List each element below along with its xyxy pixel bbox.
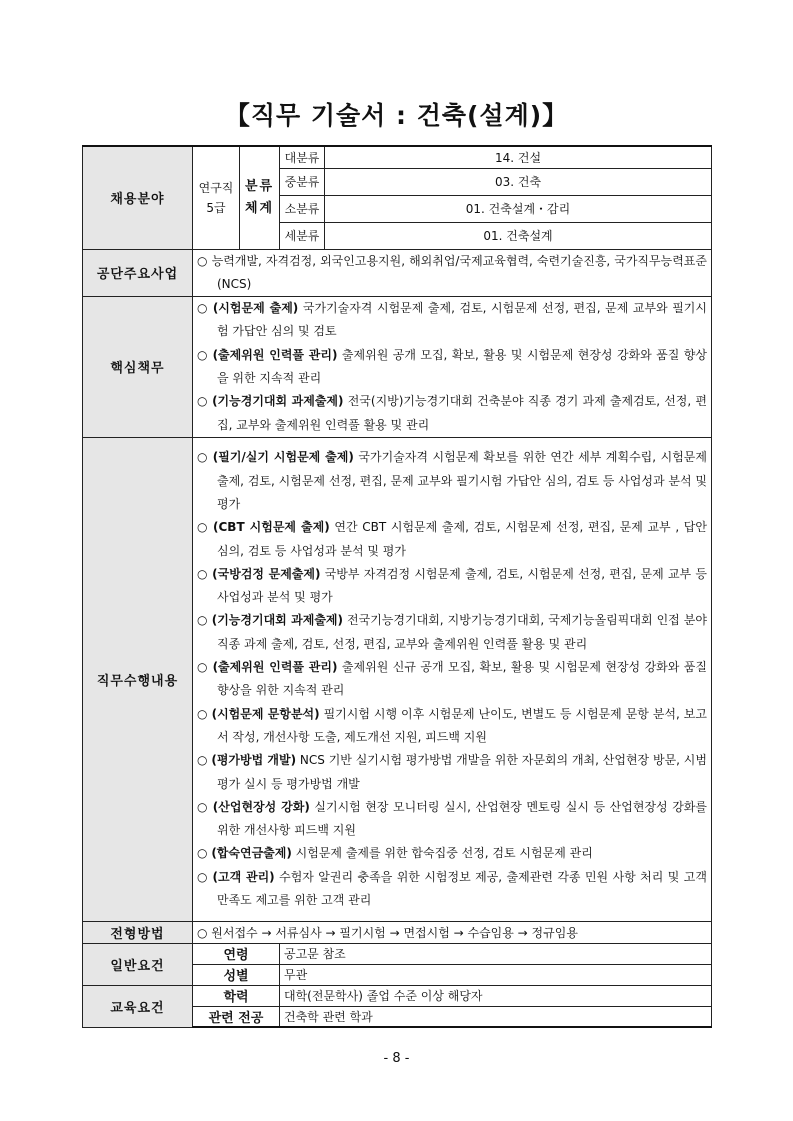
core-duties-row [83,297,712,438]
main-business-row [83,249,712,297]
general-label-gender: 성별 [193,964,280,985]
class-value-3: 01. 건축설계・감리 [325,195,712,222]
selection-row [83,921,712,943]
list-item: ○ (필기/실기 시험문제 출제) 국가기술자격 시험문제 확보를 위한 연간 세부 계획수립, 시험문제 출제, 검토, 시험문제 선정, 편집, 문제 교부와 필기시험 가답안 심의, 검토 등 사업성과 분석 및 평가 [197,450,707,511]
duty-content-list [193,437,712,921]
document-title: 【직무 기술서 : 건축(설계)】 [224,101,569,130]
list-item: ○ (평가방법 개발) NCS 기반 실기시험 평가방법 개발을 위한 자문회의 개최, 산업현장 방문, 시범평가 실시 등 평가방법 개발 [197,753,707,791]
duty-content-row [83,437,712,921]
class-value-2: 03. 건축 [325,168,712,195]
education-row [83,985,712,1006]
page-number: - 8 - [383,1051,410,1066]
general-value-age: 공고문 참조 [280,943,712,964]
main-business-header: 공단주요사업 [83,249,193,297]
classification-row [83,146,712,168]
core-duties-list [193,297,712,438]
list-item: ○ (시험문제 문항분석) 필기시험 시행 이후 시험문제 난이도, 변별도 등 시험문제 문항 분석, 보고서 작성, 개선사항 도출, 제도개선 지원, 피드백 지원 [197,706,707,744]
list-item: ○ (산업현장성 강화) 실기시험 현장 모니터링 실시, 산업현장 멘토링 실시 등 산업현장성 강화를 위한 개선사항 피드백 지원 [197,799,707,838]
list-item: ○ (고객 관리) 수험자 알권리 충족을 위한 시험정보 제공, 출제관련 각종 민원 사항 처리 및 고객만족도 제고를 위한 고객 관리 [197,869,707,908]
education-value-major: 건축학 관련 학과 [280,1006,712,1027]
class-level-3: 소분류 [280,195,325,222]
list-item: ○ (기능경기대회 과제출제) 전국(지방)기능경기대회 건축분야 직종 경기 과제 출제검토, 선정, 편집, 교부와 출제위원 인력풀 활용 및 관리 [197,394,707,432]
list-item: ○ (출제위원 인력풀 관리) 출제위원 공개 모집, 확보, 활용 및 시험문제 현장성 강화와 품질 향상을 위한 지속적 관리 [197,347,707,385]
general-header: 일반요건 [83,943,193,985]
class-value-4: 01. 건축설계 [325,222,712,249]
general-label-age: 연령 [193,943,280,964]
list-item: ○ (기능경기대회 과제출제) 전국기능경기대회, 지방기능경기대회, 국제기능올림픽대회 인접 분야 직종 과제 출제, 검토, 선정, 편집, 교부와 출제위원 인력풀 활용 및 관리 [197,613,707,651]
education-label-degree: 학력 [193,985,280,1006]
system-label: 분류 체계 [244,178,275,216]
list-item: ○ (CBT 시험문제 출제) 연간 CBT 시험문제 출제, 검토, 시험문제 선정, 편집, 문제 교부 , 답안 심의, 검토 등 사업성과 분석 및 평가 [197,520,707,558]
core-duties-header: 핵심책무 [83,297,193,438]
job-description-table [82,145,712,1028]
class-value-1: 14. 건설 [325,146,712,168]
general-row [83,943,712,964]
grade-label: 연구직 5급 [198,180,234,215]
education-label-major: 관련 전공 [193,1006,280,1027]
recruit-field-header: 채용분야 [83,146,193,249]
list-item: ○ (국방검정 문제출제) 국방부 자격검정 시험문제 출제, 검토, 시험문제 선정, 편집, 문제 교부 등 사업성과 분석 및 평가 [197,566,707,605]
list-item: ○ (합숙연금출제) 시험문제 출제를 위한 합숙집중 선정, 검토 시험문제 관리 [197,846,593,861]
main-business-text: ○ 능력개발, 자격검정, 외국인고용지원, 해외취업/국제교육협력, 숙련기술진흥, 국가직무능력표준(NCS) [197,253,707,291]
system-label-cell [240,146,280,249]
education-value-degree: 대학(전문학사) 졸업 수준 이상 해당자 [280,985,712,1006]
duty-content-header: 직무수행내용 [83,437,193,921]
list-item: ○ (시험문제 출제) 국가기술자격 시험문제 출제, 검토, 시험문제 선정, 편집, 문제 교부와 필기시험 가답안 심의 및 검토 [197,301,707,339]
class-level-2: 중분류 [280,168,325,195]
education-header: 교육요건 [83,985,193,1027]
class-level-1: 대분류 [280,146,325,168]
selection-text: ○ 원서접수 → 서류심사 → 필기시험 → 면접시험 → 수습임용 → 정규임용 [193,921,712,943]
list-item: ○ (출제위원 인력풀 관리) 출제위원 신규 공개 모집, 확보, 활용 및 시험문제 현장성 강화와 품질 향상을 위한 지속적 관리 [197,660,707,698]
grade-cell [193,146,240,249]
general-value-gender: 무관 [280,964,712,985]
class-level-4: 세분류 [280,222,325,249]
selection-header: 전형방법 [83,921,193,943]
